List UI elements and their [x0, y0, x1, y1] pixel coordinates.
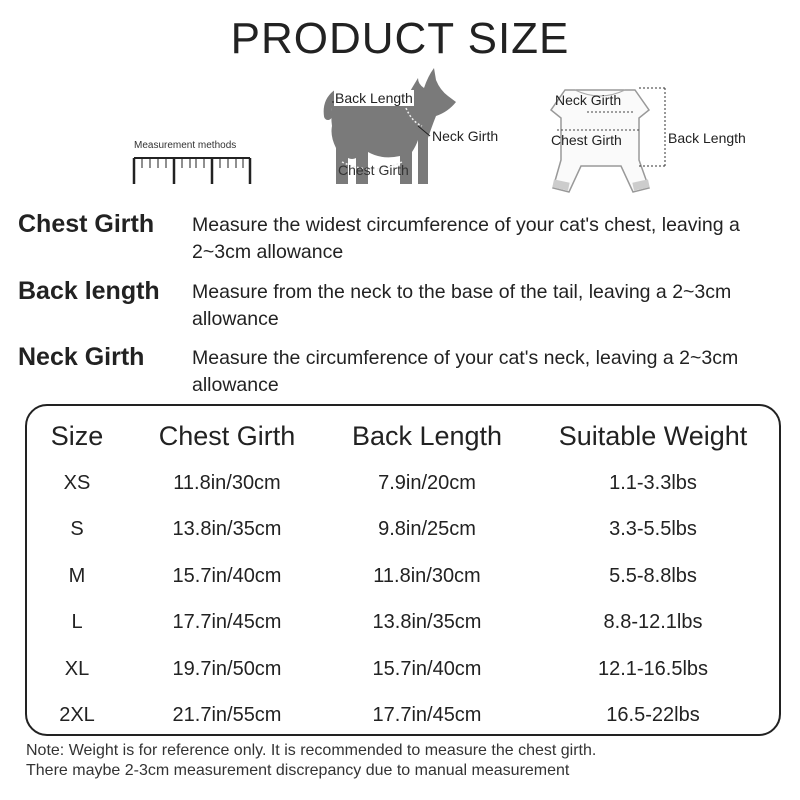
cell-chest-girth: 11.8in/30cm [173, 471, 281, 494]
cell-chest-girth: 19.7in/50cm [172, 657, 282, 680]
cell-weight: 5.5-8.8lbs [609, 564, 697, 587]
cell-back-length: 11.8in/30cm [373, 564, 481, 587]
footnote [26, 741, 786, 781]
cell-chest-girth: 21.7in/55cm [172, 704, 282, 727]
cell-weight: 12.1-16.5lbs [597, 657, 709, 680]
cell-chest-girth: 13.8in/35cm [172, 518, 282, 541]
cell-weight: 16.5-22lbs [606, 704, 700, 727]
table-row [27, 553, 779, 600]
cell-weight: 3.3-5.5lbs [609, 518, 697, 541]
definition-term: Neck Girth [18, 343, 145, 371]
cell-chest-girth: 15.7in/40cm [172, 564, 282, 587]
footnote-line-2: There maybe 2-3cm measurement discrepancy due to manual measurement [26, 762, 570, 779]
cell-weight: 8.8-12.1lbs [603, 611, 703, 634]
cell-back-length: 13.8in/35cm [372, 611, 482, 634]
header-chest-girth: Chest Girth [158, 420, 296, 451]
measurement-methods-label: Measurement methods [134, 140, 237, 151]
measurement-methods [132, 138, 257, 188]
header-size: Size [50, 420, 104, 451]
definition-description: Measure the circumference of your cat's neck, leaving a 2~3cm allowance [192, 347, 739, 396]
table-row [27, 460, 779, 507]
page-title: PRODUCT SIZE [230, 14, 570, 63]
cell-back-length: 7.9in/20cm [378, 471, 476, 494]
definition-description: Measure from the neck to the base of the tail, leaving a 2~3cm allowance [192, 281, 732, 330]
dog-neck-girth-label: Neck Girth [432, 128, 499, 144]
clothing-back-length-label: Back Length [668, 130, 746, 146]
table-header-row [27, 412, 779, 460]
cell-size: L [71, 611, 83, 634]
clothing-measurement-figure [535, 82, 765, 202]
clothing-neck-girth-label: Neck Girth [555, 92, 622, 108]
size-chart-table [25, 404, 781, 736]
clothing-chest-girth-label: Chest Girth [551, 132, 622, 148]
definition-term: Back length [18, 277, 160, 305]
cell-back-length: 17.7in/45cm [372, 704, 482, 727]
dog-measurement-figure [322, 66, 522, 196]
cell-size: 2XL [59, 704, 95, 727]
definition-term: Chest Girth [18, 210, 155, 238]
table-row [27, 600, 779, 647]
table-row [27, 693, 779, 740]
table-row [27, 507, 779, 554]
table-row [27, 646, 779, 693]
cell-back-length: 15.7in/40cm [372, 657, 482, 680]
cell-size: M [68, 564, 86, 587]
cell-weight: 1.1-3.3lbs [609, 471, 697, 494]
cell-size: S [70, 518, 84, 541]
header-back-length: Back Length [351, 420, 503, 451]
cell-back-length: 9.8in/25cm [378, 518, 476, 541]
dog-back-length-label: Back Length [335, 90, 413, 106]
ruler-icon [132, 154, 257, 188]
cell-size: XL [64, 657, 90, 680]
dog-chest-girth-label: Chest Girth [338, 162, 409, 178]
header-suitable-weight: Suitable Weight [558, 420, 748, 451]
definition-description: Measure the widest circumference of your cat's chest, leaving a 2~3cm allowance [192, 214, 740, 263]
cell-chest-girth: 17.7in/45cm [172, 611, 282, 634]
cell-size: XS [63, 471, 91, 494]
footnote-line-1: Note: Weight is for reference only. It is recommended to measure the chest girth. [26, 742, 597, 759]
